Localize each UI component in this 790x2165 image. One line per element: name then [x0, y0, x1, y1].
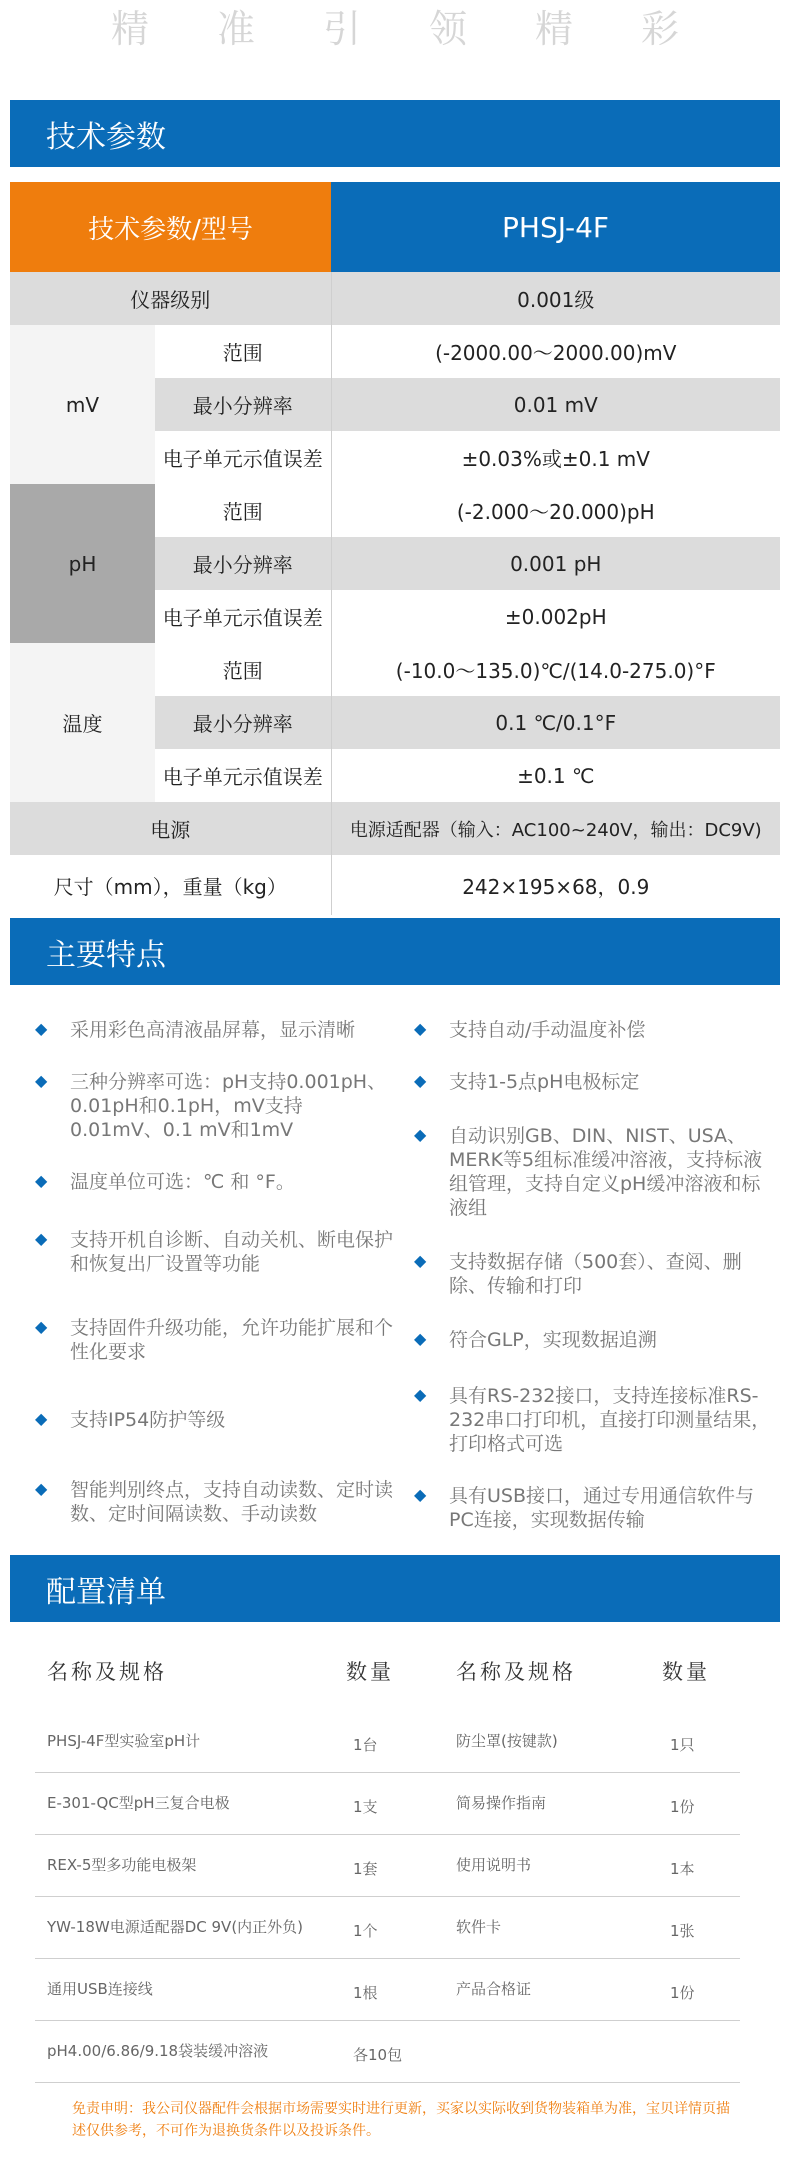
spec-size-value: 242×195×68，0.9 — [331, 855, 780, 915]
spec-level-label: 仪器级别 — [10, 272, 331, 325]
spec-header-label: 技术参数/型号 — [10, 182, 331, 272]
config-item-name: 使用说明书 — [456, 1856, 532, 1874]
slogan-char: 精 — [535, 6, 574, 51]
feature-item: ◆ 符合GLP，实现数据追溯 — [414, 1329, 657, 1351]
section-title-features: 主要特点 — [10, 918, 780, 985]
spec-table — [10, 182, 780, 915]
config-item-qty: 1根 — [353, 1984, 378, 2002]
config-item-name: PHSJ-4F型实验室pH计 — [47, 1732, 201, 1750]
spec-level-value: 0.001级 — [331, 272, 780, 325]
config-item-qty: 1本 — [670, 1860, 695, 1878]
config-item-qty: 各10包 — [353, 2046, 403, 2064]
diamond-bullet-icon: ◆ — [35, 1071, 48, 1090]
spec-label: 最小分辨率 — [155, 537, 331, 590]
diamond-bullet-icon: ◆ — [414, 1485, 427, 1504]
section-title-config: 配置清单 — [10, 1555, 780, 1622]
diamond-bullet-icon: ◆ — [414, 1385, 427, 1404]
config-item-name: 通用USB连接线 — [47, 1980, 153, 1998]
feature-item: ◆ 支持数据存储（500套）、查阅、删除、传输和打印 — [414, 1251, 742, 1297]
feature-item: ◆ 温度单位可选：℃ 和 °F。 — [35, 1171, 295, 1193]
feature-item: ◆ 支持固件升级功能，允许功能扩展和个性化要求 — [35, 1317, 394, 1363]
feature-item: ◆ 支持IP54防护等级 — [35, 1409, 226, 1431]
slogan-char: 彩 — [641, 6, 680, 51]
config-header-qty: 数量 — [346, 1660, 394, 1684]
diamond-bullet-icon: ◆ — [35, 1229, 48, 1248]
config-row — [35, 1772, 740, 1835]
spec-value: 0.01 mV — [331, 378, 780, 431]
feature-item: ◆ 采用彩色高清液晶屏幕，显示清晰 — [35, 1019, 356, 1041]
spec-power-label: 电源 — [10, 802, 331, 855]
feature-item: ◆ 具有USB接口，通过专用通信软件与PC连接，实现数据传输 — [414, 1485, 755, 1531]
spec-label: 电子单元示值误差 — [155, 431, 331, 484]
spec-value: 0.001 pH — [331, 537, 780, 590]
config-row — [35, 1834, 740, 1897]
diamond-bullet-icon: ◆ — [414, 1019, 427, 1038]
spec-power-value: 电源适配器（输入：AC100~240V，输出：DC9V) — [331, 802, 780, 855]
config-row — [35, 2020, 740, 2083]
diamond-bullet-icon: ◆ — [35, 1479, 48, 1498]
slogan-char: 引 — [322, 6, 361, 51]
config-header-name: 名称及规格 — [456, 1660, 576, 1684]
feature-item: ◆ 支持1-5点pH电极标定 — [414, 1071, 640, 1093]
spec-label: 范围 — [155, 484, 331, 537]
config-item-qty: 1台 — [353, 1736, 378, 1754]
config-row — [35, 1958, 740, 2021]
diamond-bullet-icon: ◆ — [414, 1125, 427, 1144]
spec-size-label: 尺寸（mm），重量（kg） — [10, 855, 331, 915]
feature-item: ◆ 自动识别GB、DIN、NIST、USA、MERK等5组标准缓冲溶液，支持标液组管理，支持自定义pH缓冲溶液和标液组 — [414, 1125, 763, 1219]
config-item-name: REX-5型多功能电极架 — [47, 1856, 197, 1874]
spec-value: (-2.000～20.000)pH — [331, 484, 780, 537]
config-header-qty: 数量 — [662, 1660, 710, 1684]
spec-label: 范围 — [155, 643, 331, 696]
slogan-char: 准 — [216, 6, 255, 51]
spec-value: (-10.0～135.0)℃/(14.0-275.0)°F — [331, 643, 780, 696]
diamond-bullet-icon: ◆ — [414, 1251, 427, 1270]
feature-item: ◆ 支持自动/手动温度补偿 — [414, 1019, 646, 1041]
disclaimer-text: 免责申明：我公司仪器配件会根据市场需要实时进行更新，买家以实际收到货物装箱单为准，宝贝详情页描述仅供参考，不可作为退换货条件以及投诉条件。 — [72, 2101, 730, 2139]
config-item-name: 防尘罩(按键款) — [456, 1732, 558, 1750]
config-row — [35, 1896, 740, 1959]
spec-label: 电子单元示值误差 — [155, 590, 331, 643]
config-item-qty: 1个 — [353, 1922, 378, 1940]
spec-label: 最小分辨率 — [155, 696, 331, 749]
diamond-bullet-icon: ◆ — [35, 1019, 48, 1038]
spec-value: 0.1 ℃/0.1°F — [331, 696, 780, 749]
config-item-qty: 1套 — [353, 1860, 378, 1878]
config-item-name: pH4.00/6.86/9.18袋装缓冲溶液 — [47, 2042, 269, 2060]
feature-item: ◆ 具有RS-232接口，支持连接标准RS-232串口打印机，直接打印测量结果，打印格式可选 — [414, 1385, 771, 1455]
spec-group-temp: 温度 — [10, 643, 155, 802]
spec-label: 最小分辨率 — [155, 378, 331, 431]
config-item-qty: 1份 — [670, 1984, 695, 2002]
spec-value: ±0.03%或±0.1 mV — [331, 431, 780, 484]
diamond-bullet-icon: ◆ — [35, 1409, 48, 1428]
diamond-bullet-icon: ◆ — [414, 1071, 427, 1090]
feature-item: ◆ 支持开机自诊断、自动关机、断电保护和恢复出厂设置等功能 — [35, 1229, 394, 1275]
config-header-name: 名称及规格 — [47, 1660, 167, 1684]
feature-item: ◆ 三种分辨率可选：pH支持0.001pH、0.01pH和0.1pH，mV支持0.01mV、0.1 mV和1mV — [35, 1071, 387, 1141]
slogan — [0, 0, 790, 50]
spec-model: PHSJ-4F — [331, 182, 780, 272]
config-row — [35, 1710, 740, 1773]
spec-value: ±0.1 ℃ — [331, 749, 780, 802]
config-item-name: E-301-QC型pH三复合电极 — [47, 1794, 230, 1812]
config-item-qty: 1只 — [670, 1736, 695, 1754]
feature-item: ◆ 智能判别终点，支持自动读数、定时读数、定时间隔读数、手动读数 — [35, 1479, 394, 1525]
spec-value: (-2000.00～2000.00)mV — [331, 325, 780, 378]
config-item-name: YW-18W电源适配器DC 9V(内正外负) — [47, 1918, 304, 1936]
diamond-bullet-icon: ◆ — [414, 1329, 427, 1348]
spec-value: ±0.002pH — [331, 590, 780, 643]
spec-group-ph: pH — [10, 484, 155, 643]
diamond-bullet-icon: ◆ — [35, 1317, 48, 1336]
spec-label: 范围 — [155, 325, 331, 378]
config-item-qty: 1张 — [670, 1922, 695, 1940]
spec-group-mv: mV — [10, 325, 155, 484]
config-item-qty: 1份 — [670, 1798, 695, 1816]
config-item-name: 产品合格证 — [456, 1980, 532, 1998]
config-item-name: 软件卡 — [456, 1918, 502, 1936]
spec-label: 电子单元示值误差 — [155, 749, 331, 802]
slogan-char: 精 — [110, 6, 149, 51]
config-item-qty: 1支 — [353, 1798, 378, 1816]
config-item-name: 简易操作指南 — [456, 1794, 547, 1812]
section-title-tech: 技术参数 — [10, 100, 780, 167]
slogan-char: 领 — [429, 6, 468, 51]
diamond-bullet-icon: ◆ — [35, 1171, 48, 1190]
